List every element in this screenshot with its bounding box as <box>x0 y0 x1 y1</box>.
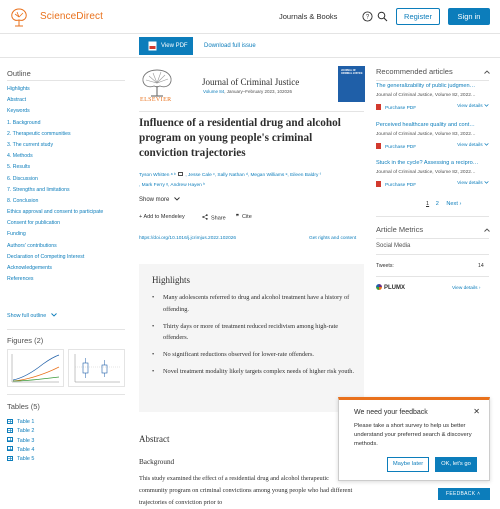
abstract-text: This study examined the effect of a residential drug and alcohol therapeutic community program on criminal convictions among young people who had different trajectories of conviction prior to <box>139 475 353 506</box>
show-more-button[interactable] <box>139 197 180 203</box>
table-label: Table 2 <box>17 428 35 435</box>
view-details-button[interactable] <box>457 104 489 109</box>
register-button[interactable]: Register <box>396 8 440 25</box>
chevron-down-icon <box>51 313 57 317</box>
outline-item[interactable]: 3. The current study <box>7 141 54 148</box>
purchase-pdf-link[interactable] <box>376 104 416 111</box>
recommended-item <box>376 160 489 199</box>
outline-item[interactable]: Authors' contributions <box>7 242 57 249</box>
highlight-item: • Many adolescents referred to drug and alcohol treatment have a history of offending. <box>152 292 357 315</box>
metrics-view-details-button[interactable] <box>452 286 480 291</box>
article-toolbar <box>0 34 500 58</box>
add-to-mendeley-button[interactable] <box>139 214 185 220</box>
outline-item[interactable]: 7. Strengths and limitations <box>7 186 70 193</box>
outline-item[interactable]: 2. Therapeutic communities <box>7 130 71 137</box>
quote-icon: ❞ <box>236 214 239 220</box>
show-more-label: Show more <box>139 197 170 203</box>
share-label: Share <box>211 215 226 222</box>
abstract-background-title: Background <box>139 458 175 466</box>
elsevier-logo-icon[interactable] <box>8 7 30 27</box>
view-details-label: View details <box>452 286 478 291</box>
help-icon[interactable] <box>362 11 373 22</box>
highlights-list <box>152 292 357 383</box>
table-link[interactable] <box>7 418 34 427</box>
figure-thumbnail[interactable] <box>68 349 125 387</box>
divider <box>376 216 489 217</box>
article-metrics-title: Article Metrics <box>376 225 424 234</box>
next-label: Next <box>446 201 458 207</box>
social-media-label: Social Media <box>376 243 411 249</box>
share-button[interactable] <box>202 214 226 222</box>
chevron-up-icon[interactable] <box>484 70 490 74</box>
chevron-right-icon: › <box>478 286 481 291</box>
page-2-button[interactable]: 2 <box>435 201 439 207</box>
sign-in-button[interactable]: Sign in <box>448 8 490 25</box>
top-header <box>0 0 500 34</box>
view-details-label: View details <box>457 142 483 148</box>
highlight-item: • No significant reductions observed for lower-rate offenders. <box>152 349 357 361</box>
table-link[interactable] <box>7 427 34 436</box>
recommended-articles-title: Recommended articles <box>376 67 453 76</box>
recommended-title-link[interactable]: Stuck in the cycle? Assessing a recipro… <box>376 160 479 166</box>
cite-button[interactable] <box>236 214 252 220</box>
outline-item[interactable]: 1. Background <box>7 119 41 126</box>
table-link[interactable] <box>7 455 34 464</box>
table-link[interactable] <box>7 446 34 455</box>
plumx-icon <box>376 284 382 290</box>
purchase-pdf-label: Purchase PDF <box>385 106 417 111</box>
highlights-title: Highlights <box>152 275 191 285</box>
maybe-later-button[interactable]: Maybe later <box>387 457 429 472</box>
figures-title: Figures (2) <box>7 336 44 345</box>
close-icon[interactable]: ✕ <box>473 407 480 416</box>
table-label: Table 5 <box>17 456 35 463</box>
feedback-dialog-text: Please take a short survey to help us better understand your preferred search & discovery methods. <box>354 423 472 447</box>
outline-item[interactable]: 8. Conclusion <box>7 197 39 204</box>
outline-item[interactable]: Consent for publication <box>7 220 61 227</box>
recommended-meta: Journal of Criminal Justice, Volume 82, 2022… <box>376 170 476 175</box>
plus-icon: + <box>139 214 144 220</box>
feedback-tab-label: FEEDBACK <box>446 491 476 497</box>
next-page-button[interactable] <box>446 201 461 207</box>
figure-2-image <box>69 350 124 386</box>
recommended-list <box>376 83 489 199</box>
view-pdf-label: View PDF <box>161 43 188 49</box>
outline-item[interactable]: Acknowledgements <box>7 265 52 271</box>
journals-books-link[interactable]: Journals & Books <box>279 12 338 21</box>
cover-title: JOURNAL OF CRIMINAL JUSTICE <box>341 70 363 75</box>
recommended-meta: Journal of Criminal Justice, Volume 83, 2022… <box>376 131 476 137</box>
table-label: Table 1 <box>17 419 35 425</box>
pdf-icon <box>148 41 157 51</box>
feedback-dialog-title: We need your feedback <box>354 409 428 416</box>
view-details-label: View details <box>457 181 483 186</box>
recommended-pagination <box>426 201 461 207</box>
purchase-pdf-link[interactable] <box>376 143 416 150</box>
journal-title[interactable]: Journal of Criminal Justice <box>202 77 300 87</box>
divider <box>376 238 489 239</box>
table-icon <box>7 419 13 424</box>
chevron-up-icon[interactable] <box>484 228 490 232</box>
outline-list <box>7 84 103 285</box>
outline-item[interactable]: References <box>7 276 34 283</box>
purchase-pdf-label: Purchase PDF <box>385 144 417 150</box>
recommended-item <box>376 83 489 122</box>
abstract-title: Abstract <box>139 434 170 444</box>
figure-thumbnail[interactable] <box>7 349 64 387</box>
journal-cover-image[interactable] <box>338 66 365 102</box>
divider <box>376 276 489 277</box>
chevron-down-icon <box>484 104 489 107</box>
divider <box>376 80 489 81</box>
chevron-right-icon: › <box>459 201 462 207</box>
purchase-pdf-label: Purchase PDF <box>385 183 417 188</box>
outline-item[interactable]: Keywords <box>7 108 30 115</box>
recommended-title-link[interactable]: The generalizability of public judgmen… <box>376 83 476 89</box>
recommended-item <box>376 122 489 161</box>
outline-item[interactable]: Funding <box>7 231 26 238</box>
table-icon <box>7 456 13 461</box>
outline-item[interactable]: 5. Results <box>7 164 31 171</box>
author-list <box>139 171 361 191</box>
show-full-outline-label: Show full outline <box>7 313 47 319</box>
download-full-issue-link[interactable]: Download full issue <box>204 43 256 49</box>
outline-item[interactable]: Ethics approval and consent to participate <box>7 209 104 216</box>
outline-title: Outline <box>7 69 31 78</box>
author-link[interactable]: Tyson Whitten ᵃ ᵇ <box>139 173 176 178</box>
table-icon <box>7 437 13 442</box>
feedback-dialog <box>338 397 490 481</box>
view-pdf-button[interactable] <box>139 37 193 55</box>
pdf-icon <box>376 143 381 149</box>
chevron-down-icon <box>484 181 489 184</box>
search-icon[interactable] <box>377 11 388 22</box>
article-title: Influence of a residential drug and alcohol program on young people's criminal conviction trajectories <box>139 117 341 159</box>
plumx-logo[interactable] <box>376 284 405 291</box>
tables-title: Tables (5) <box>7 402 40 411</box>
recommended-title-link[interactable]: Perceived healthcare quality and cont… <box>376 121 475 128</box>
feedback-tab-button[interactable] <box>438 488 490 500</box>
tweets-count: 14 <box>478 263 484 269</box>
recommended-meta: Journal of Criminal Justice, Volume 82, 2022… <box>376 93 476 98</box>
highlight-item: • Thirty days or more of treatment reduced recidivism among high-rate offenders. <box>152 321 357 344</box>
view-details-label: View details <box>457 104 483 109</box>
outline-item[interactable]: 6. Discussion <box>7 175 38 182</box>
doi-link[interactable]: https://doi.org/10.1016/j.jcrimjus.2022.102026 <box>139 236 237 241</box>
svg-text:?: ? <box>365 14 370 21</box>
page-1-button[interactable]: 1 <box>426 201 430 207</box>
journal-volume <box>203 89 292 94</box>
highlights-section <box>139 264 364 412</box>
pdf-icon <box>376 181 381 187</box>
divider <box>376 254 489 255</box>
tweets-label: Tweets: <box>376 263 394 269</box>
share-icon <box>202 214 208 220</box>
table-link[interactable] <box>7 437 34 446</box>
highlight-item: • Novel treatment modality likely targets complex needs of higher risk youth. <box>152 366 357 378</box>
add-to-mendeley-label: Add to Mendeley <box>143 214 185 220</box>
purchase-pdf-link[interactable] <box>376 181 416 188</box>
divider <box>139 111 364 112</box>
view-details-button[interactable] <box>457 143 489 148</box>
author-link[interactable]: , Mark Ferry ᵍ, Andrew Hayen ʰ <box>139 183 206 188</box>
divider <box>7 394 125 395</box>
author-link[interactable]: , Jesse Cale ᶜ, Sally Nathan ᵈ, Megan Williams ᵉ, Eileen Baldry ᶠ <box>185 173 321 178</box>
divider <box>7 80 125 81</box>
plumx-label: PLUMX <box>384 285 405 291</box>
chevron-down-icon <box>484 143 489 146</box>
chevron-up-icon: ˄ <box>477 491 481 497</box>
table-icon <box>7 428 13 433</box>
get-rights-link[interactable]: Get rights and content <box>309 236 357 241</box>
elsevier-wordmark: ELSEVIER <box>140 97 172 103</box>
ok-lets-go-button[interactable]: OK, let's go <box>435 457 477 472</box>
outline-item[interactable]: Highlights <box>7 86 30 92</box>
figure-1-image <box>8 350 63 386</box>
envelope-icon[interactable] <box>178 172 183 176</box>
table-label: Table 3 <box>17 437 35 444</box>
divider <box>7 329 125 330</box>
pdf-icon <box>376 104 381 110</box>
outline-item[interactable]: 4. Methods <box>7 153 33 160</box>
tables-list <box>7 418 34 464</box>
table-label: Table 4 <box>17 446 35 453</box>
journal-banner <box>139 66 364 110</box>
volume-link[interactable]: Volume 84 <box>203 89 225 94</box>
table-icon <box>7 446 13 451</box>
outline-item[interactable]: Declaration of Competing Interest <box>7 253 85 260</box>
outline-item[interactable]: Abstract <box>7 97 27 104</box>
cite-label: Cite <box>241 214 252 220</box>
brand-name[interactable]: ScienceDirect <box>40 11 103 22</box>
view-details-button[interactable] <box>457 181 489 186</box>
chevron-down-icon <box>174 197 180 201</box>
show-full-outline-button[interactable] <box>7 313 57 319</box>
volume-details: , January–February 2023, 102026 <box>224 89 293 94</box>
